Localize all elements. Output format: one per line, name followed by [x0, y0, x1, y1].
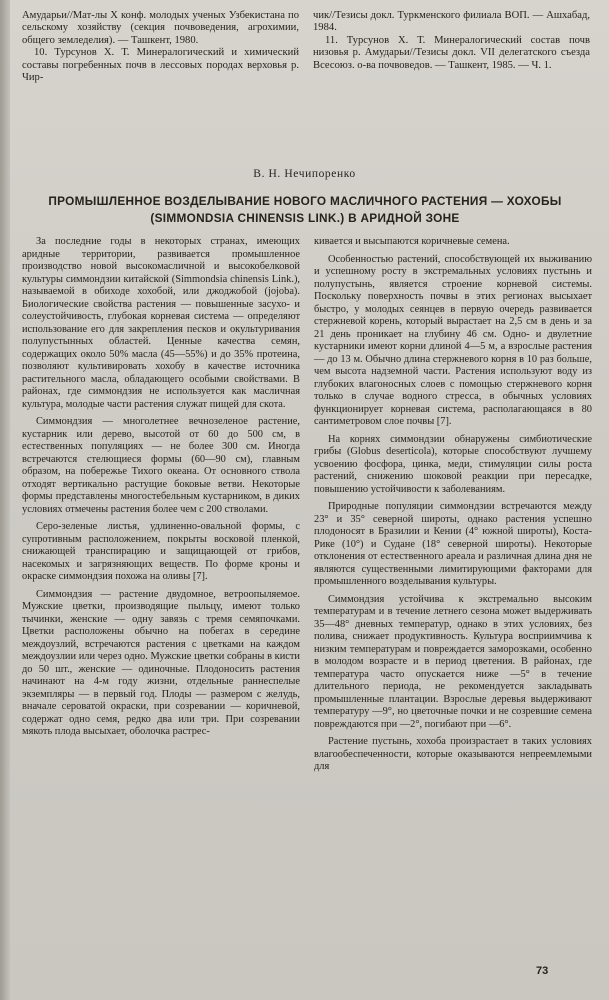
paragraph: Природные популяции симмондзии встречаются между 23° и 35° северной широты, однако растения успешно плодоносят в Бразилии и Кении (4° южной широты), Коста-Рике (10°) и Судане (18° северной широты). Некоторые отклонения от естественного ареала и различная длина дня не являются существенными лимитирующими факторами для промышленного возделывания культуры. — [314, 501, 592, 587]
reference-item: Амударьи//Мат-лы X конф. молодых ученых Узбекистана по сельскому хозяйству (секция почвоведения, агрохимии, общего земледелия). — Ташкент, 1980. — [22, 10, 299, 46]
article-title: ПРОМЫШЛЕННОЕ ВОЗДЕЛЫВАНИЕ НОВОГО МАСЛИЧНОГО РАСТЕНИЯ — ХОХОБЫ (SIMMONDSIA CHINENSIS LINK.) В АРИДНОЙ ЗОНЕ — [48, 194, 562, 225]
reference-item: чик//Тезисы докл. Туркменского филиала ВОП. — Ашхабад, 1984. — [313, 10, 590, 34]
paragraph: Серо-зеленые листья, удлиненно-овальной формы, с супротивным расположением, покрыты восковой пленкой, снижающей транспирацию и защищающей от грибов, насекомых и загрязняющих веществ. По форме кроны и окраске симмондзия похожа на оливы [7]. — [22, 521, 300, 582]
book-binding-shadow — [0, 0, 10, 1000]
reference-column-left — [22, 10, 299, 84]
body-column-right — [314, 236, 592, 779]
paragraph: За последние годы в некоторых странах, имеющих аридные территории, развивается промышленное производство новой высокомасличной и высокобелковой культуры симмондзии китайской (Simmondsia chinensis Link.), называемой в обиходе хохобой, или джоджобой (jojoba). Биологические свойства растения — повышенные засухо- и солеустойчивость, глубокая корневая система — определяют использование его для закрепления песков и окультуривания полупустынных областей. Ценные качества семян, содержащих около 50% масла (45—55%) и до 35% протеина, позволяют культивировать хохобу в качестве источника растительного масла, обладающего особыми свойствами. В районах, где симмондзия не используется как масличная культура, молодые части растения служат пищей для скота. — [22, 236, 300, 410]
reference-list-continuation — [22, 10, 590, 84]
page-number: 73 — [536, 965, 549, 977]
paragraph: Симмондзия — растение двудомное, ветроопыляемое. Мужские цветки, производящие пыльцу, имеют только тычинки, женские — одну завязь с тремя семяпочками. Цветки расположены обычно на побегах в середине междоузлий, встречаются растения с цветками на каждом междоузлии или через одно. Мужские цветки собраны в кисти до 50 шт., женские — одиночные. Плодоносить растения начинают на 4-м году жизни, отдельные раннеспелые экземпляры — в первый год. Плоды — размером с желудь, вначале сероватой окраски, при созревании — коричневой, содержат одно семя, редко два или три. При созревании мякоть плода высыхает, оболочка растрес- — [22, 588, 300, 737]
reference-item: 10. Турсунов Х. Т. Минералогический и химический составы погребенных почв в лессовых породах верховья р. Чир- — [22, 47, 299, 84]
paragraph: Растение пустынь, хохоба произрастает в таких условиях влагообеспеченности, которые оказываются непреемлемыми для — [314, 736, 592, 772]
article-author: В. Н. Нечипоренко — [253, 168, 356, 180]
article-body — [22, 236, 592, 779]
paragraph: кивается и высыпаются коричневые семена. — [314, 236, 510, 247]
paragraph: Симмондзия устойчива к экстремально высоким температурам и в течение летнего сезона может выдерживать 35—48° дневных температур, однако в этих условиях, без полива, снижает продуктивность. Культура восприимчива к низким температурам и повреждается заморозками, особенно в молодом возрасте и в период цветения. В районах, где температура часто опускается ниже —5° в течение длительного периода, не рекомендуется закладывать промышленные плантации. Взрослые деревья выдерживают температуру —9°, но цветочные почки и не созревшие семена повреждаются при —2°, погибают при —6°. — [314, 593, 592, 730]
paragraph: На корнях симмондзии обнаружены симбиотические грибы (Globus deserticola), которые способствуют лучшему усвоению фосфора, цинка, меди, стимуляции силы роста растений, снижению шоковой реакции при пересадке, повышению устойчивости к заболеваниям. — [314, 433, 592, 495]
reference-item: 11. Турсунов Х. Т. Минералогический состав почв низовья р. Амударьи//Тезисы докл. VII делегатского съезда Всесоюз. о-ва почвоведов. — Ташкент, 1985. — Ч. 1. — [313, 34, 590, 71]
paragraph: Особенностью растений, способствующей их выживанию и успешному росту в экстремальных условиях пустынь и полупустынь, является строение корневой системы. Поскольку поверхность почвы в этих регионах высыхает быстро, у молодых сеянцев в первую очередь развивается стержневой корень, который вырастает на 2,5 см в день и за 21 день проникает на глубину 46 см. Одно- и двулетние кустарники имеют корни длиной 4—5 м, а взрослые растения — до 13 м. Обычно длина стержневого корня в 10 раз больше, чем высота надземной части. Растения используют воду из глубоких влагоносных слоев с помощью стержневого корня только в случае водного стресса, в обычных условиях функционирует корневая система, располагающаяся в 80 сантиметровом слое почвы [7]. — [314, 253, 592, 427]
body-column-left — [22, 236, 300, 779]
paragraph: Симмондзия — многолетнее вечнозеленое растение, кустарник или дерево, высотой от 60 до 500 см, в естественных популяциях — не более 300 см. Иногда встречаются стелющиеся формы (60—90 см), главным образом, на побережье Тихого океана. От основного ствола отходят вертикально растущие боковые ветви. Некоторые формы представлены многостебельным кустарником, в диких условиях отмечены растения более чем с 200 стволами. — [22, 416, 300, 515]
reference-column-right — [313, 10, 590, 84]
